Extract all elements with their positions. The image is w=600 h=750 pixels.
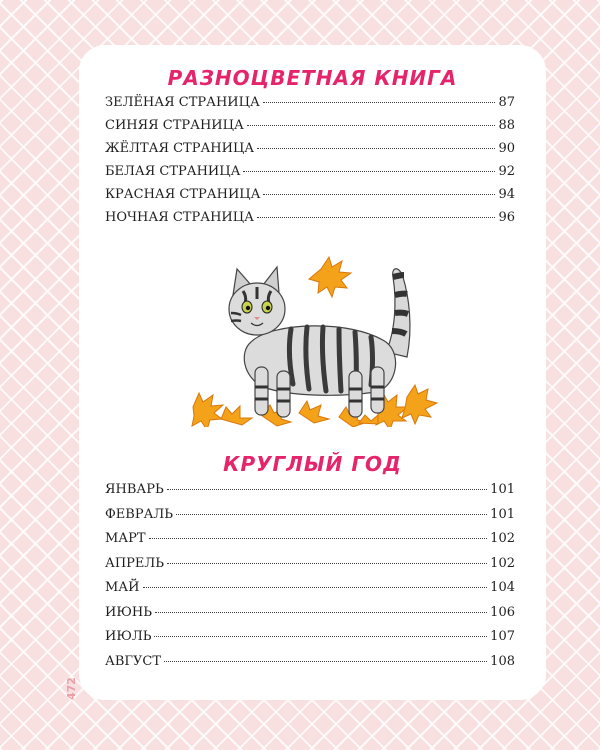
toc-entry[interactable]: [105, 164, 515, 187]
entry-label: ЗЕЛЁНАЯ СТРАНИЦА: [105, 95, 260, 110]
toc-entry[interactable]: [105, 556, 515, 581]
entry-page: 108: [490, 653, 515, 669]
dot-leader: [257, 148, 495, 149]
content-card: [79, 45, 546, 700]
entry-label: НОЧНАЯ СТРАНИЦА: [105, 210, 254, 225]
entry-page: 102: [490, 531, 515, 546]
dot-leader: [164, 661, 487, 662]
toc-entry[interactable]: [105, 531, 515, 556]
entry-label: АПРЕЛЬ: [105, 555, 165, 571]
entry-page: 90: [498, 141, 515, 156]
dot-leader: [154, 636, 487, 637]
entry-label: АВГУСТ: [105, 653, 162, 669]
entry-label: БЕЛАЯ СТРАНИЦА: [105, 164, 241, 179]
toc-entry[interactable]: [105, 580, 515, 605]
dot-leader: [149, 538, 488, 539]
toc-entry[interactable]: [105, 605, 515, 630]
entry-label: ИЮЛЬ: [105, 629, 152, 644]
dot-leader: [155, 612, 487, 613]
entry-page: 94: [498, 187, 515, 202]
toc-entry[interactable]: [105, 482, 515, 507]
entry-page: 104: [490, 580, 515, 595]
page-number: 472: [65, 677, 78, 700]
entry-label: КРАСНАЯ СТРАНИЦА: [105, 187, 261, 202]
dot-leader: [167, 563, 487, 564]
dot-leader: [243, 171, 495, 172]
toc-entry[interactable]: [105, 210, 515, 233]
cat-head: [229, 267, 285, 335]
entry-page: 101: [490, 482, 515, 497]
section-title: РАЗНОЦВЕТНАЯ КНИГА: [167, 66, 458, 90]
entry-label: ЖЁЛТАЯ СТРАНИЦА: [105, 141, 255, 156]
dot-leader: [143, 587, 488, 588]
entry-page: 92: [498, 164, 515, 179]
entry-label: МАРТ: [105, 531, 146, 546]
entry-label: МАЙ: [105, 580, 140, 595]
toc-list: [105, 482, 515, 678]
toc-entry[interactable]: [105, 187, 515, 210]
dot-leader: [257, 217, 496, 218]
toc-entry[interactable]: [105, 629, 515, 654]
entry-page: 88: [498, 118, 515, 133]
dot-leader: [263, 194, 495, 195]
entry-page: 106: [490, 604, 515, 620]
entry-label: ФЕВРАЛЬ: [105, 506, 174, 522]
entry-page: 96: [498, 210, 515, 225]
cat-illustration: [181, 247, 446, 427]
dot-leader: [176, 514, 487, 515]
entry-label: СИНЯЯ СТРАНИЦА: [105, 118, 244, 133]
toc-entry[interactable]: [105, 95, 515, 118]
section-title: КРУГЛЫЙ ГОД: [223, 452, 402, 476]
toc-entry[interactable]: [105, 507, 515, 532]
entry-page: 102: [490, 555, 515, 571]
dot-leader: [247, 125, 496, 126]
toc-entry[interactable]: [105, 118, 515, 141]
entry-label: ЯНВАРЬ: [105, 482, 164, 497]
toc-list: [105, 95, 515, 233]
toc-entry[interactable]: [105, 141, 515, 164]
toc-entry[interactable]: [105, 654, 515, 679]
entry-page: 101: [490, 506, 515, 522]
entry-label: ИЮНЬ: [105, 604, 152, 620]
entry-page: 107: [490, 629, 515, 644]
entry-page: 87: [498, 95, 515, 110]
dot-leader: [167, 489, 487, 490]
dot-leader: [263, 102, 496, 103]
